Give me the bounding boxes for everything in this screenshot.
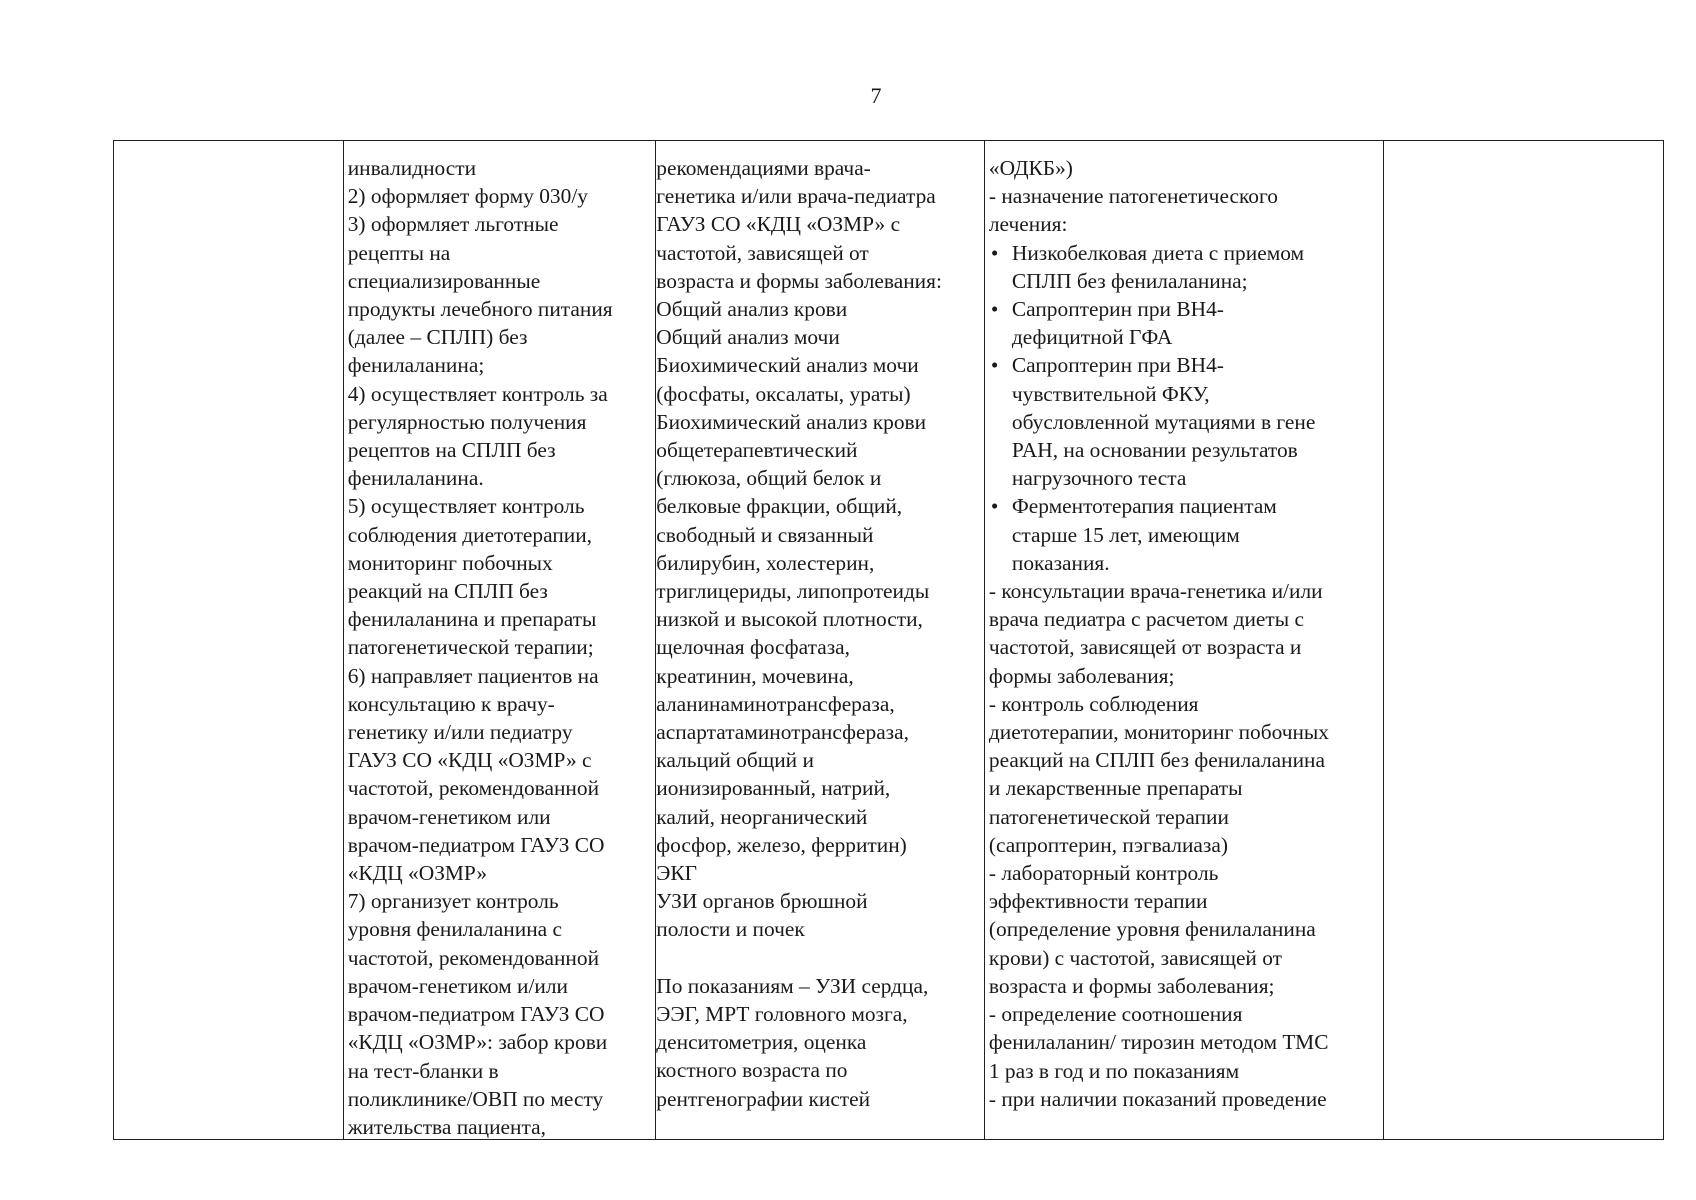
text-line: низкой и высокой плотности, [656,607,923,632]
text-line: и лекарственные препараты [988,776,1243,801]
text-line: частотой, рекомендованной [347,945,600,970]
text-line: возраста и формы заболевания; [988,973,1275,998]
text-line: врачом-педиатром ГАУЗ СО [347,1002,605,1027]
text-line: Низкобелковая диета с приемом [1011,240,1305,265]
text-line: Общий анализ мочи [656,325,840,350]
text-line: рекомендациями врача- [656,156,871,180]
text-line: частотой, зависящей от возраста и [988,635,1302,660]
text-line: белковые фракции, общий, [656,494,903,519]
text-line: частотой, рекомендованной [347,776,600,801]
text-line: жительства пациента, [347,1114,546,1139]
text-line: Биохимический анализ крови [656,409,927,434]
text-line: врача педиатра с расчетом диеты с [988,607,1304,632]
text-line: (далее – СПЛП) без [347,325,528,350]
bullet-icon: • [990,240,999,265]
text-line: - определение соотношения [988,1002,1243,1027]
text-line: «КДЦ «ОЗМР»: забор крови [347,1030,608,1055]
table-cell-col5 [1384,141,1663,1139]
bullet-list-item [989,492,1381,577]
text-line: врачом-генетиком или [347,804,551,829]
content-table [113,140,1664,1140]
text-line: частотой, зависящей от [656,240,869,265]
table-cell-col3 [656,141,985,1139]
text-line: уровня фенилаланина с [347,917,562,942]
text-line: Сапроптерин при ВН4- [1011,297,1224,322]
text-line: генетику и/или педиатру [347,720,573,745]
text-line: PAH, на основании результатов [1011,438,1298,463]
text-line: аспартатаминотрансфераза, [656,720,909,745]
text-line: щелочная фосфатаза, [656,635,851,660]
text-line: консультацию к врачу- [347,691,555,716]
text-line: Общий анализ крови [656,297,848,322]
text-line: реакций на СПЛП без [347,579,548,604]
bullet-list-item [989,351,1381,492]
bullet-list-item [989,239,1381,295]
text-line: реакций на СПЛП без фенилаланина [988,748,1325,773]
text-line: денситометрия, оценка [656,1030,867,1055]
text-line: фосфор, железо, ферритин) [656,832,907,857]
text-line: 1 раз в год и по показаниям [988,1058,1240,1083]
text-line: Биохимический анализ мочи [656,353,919,378]
text-line: дефицитной ГФА [1011,325,1173,350]
text-line: СПЛП без фенилаланина; [1011,268,1248,293]
table-cell-col2 [344,141,657,1139]
text-line: аланинаминотрансфераза, [656,691,895,716]
text-line: 4) осуществляет контроль за [347,381,608,406]
text-line: чувствительной ФКУ, [1011,381,1210,406]
text-line: фенилаланина. [347,466,484,491]
text-line: рецепты на [347,240,451,265]
text-line: «ОДКБ») [988,156,1073,180]
text-line: формы заболевания; [988,663,1175,688]
text-line: патогенетической терапии [988,804,1229,829]
text-line: 6) направляет пациентов на [347,663,599,688]
text-line: ионизированный, натрий, [656,776,891,801]
text-line: билирубин, холестерин, [656,550,875,575]
text-line: на тест-бланки в [347,1058,499,1083]
text-line: - консультации врача-генетика и/или [988,579,1323,604]
text-line: полости и почек [656,917,805,942]
text-line: крови) с частотой, зависящей от [988,945,1282,970]
text-line: поликлинике/ОВП по месту [347,1086,604,1111]
text-line: врачом-генетиком и/или [347,973,569,998]
text-line: рентгенографии кистей [656,1086,871,1111]
text-line: костного возраста по [656,1058,848,1083]
table-cell-col1 [114,141,344,1139]
text-line: ГАУЗ СО «КДЦ «ОЗМР» с [347,748,592,773]
text-line: лечения: [988,212,1068,237]
bullet-list-item [989,295,1381,351]
text-line: УЗИ органов брюшной [656,889,868,914]
text-line: ЭКГ [656,861,698,886]
text-line: инвалидности [347,156,477,180]
bullet-icon: • [990,353,999,378]
text-line: - лабораторный контроль [988,861,1219,886]
text-line: - назначение патогенетического [988,184,1278,209]
text-line: креатинин, мочевина, [656,663,854,688]
text-line: кальций общий и [656,748,814,773]
text-line: продукты лечебного питания [347,297,613,322]
text-line: патогенетической терапии; [347,635,594,660]
text-line: соблюдения диетотерапии, [347,522,593,547]
text-line: эффективности терапии [988,889,1208,914]
text-line: специализированные [347,268,541,293]
text-line: ГАУЗ СО «КДЦ «ОЗМР» с [656,212,901,237]
text-line: (фосфаты, оксалаты, ураты) [656,381,911,406]
text-line: Сапроптерин при ВН4- [1011,353,1224,378]
text-line: калий, неорганический [656,804,868,829]
text-line: фенилаланина; [347,353,485,378]
text-line [656,944,982,972]
text-line: генетика и/или врача-педиатра [656,184,936,209]
text-line: (сапроптерин, пэгвалиаза) [988,832,1228,857]
text-line: фенилаланин/ тирозин методом ТМС [988,1030,1329,1055]
text-line: нагрузочного теста [1011,466,1187,491]
text-line: 7) организует контроль [347,889,559,914]
text-line: (определение уровня фенилаланина [988,917,1316,942]
text-line: показания. [1011,550,1110,575]
bullet-icon: • [990,297,999,322]
bullet-icon: • [990,494,999,519]
text-line: триглицериды, липопротеиды [656,579,930,604]
text-line: «КДЦ «ОЗМР» [347,861,488,886]
text-line: фенилаланина и препараты [347,607,597,632]
text-line: 2) оформляет форму 030/у [347,184,588,209]
text-line: регулярностью получения [347,409,587,434]
text-line: обусловленной мутациями в гене [1011,409,1316,434]
text-line: врачом-педиатром ГАУЗ СО [347,832,605,857]
text-line: рецептов на СПЛП без [347,438,556,463]
text-line: По показаниям – УЗИ сердца, [656,973,929,998]
text-line: - при наличии показаний проведение [988,1086,1327,1111]
text-line: 3) оформляет льготные [347,212,559,237]
text-line: - контроль соблюдения [988,691,1199,716]
table-cell-col4 [985,141,1384,1139]
text-line: свободный и связанный [656,522,874,547]
text-line: Ферментотерапия пациентам [1011,494,1277,519]
text-line: ЭЭГ, МРТ головного мозга, [656,1002,908,1027]
text-line: (глюкоза, общий белок и [656,466,882,491]
text-line: старше 15 лет, имеющим [1011,522,1240,547]
page-number: 7 [870,83,882,108]
text-line: общетерапевтический [656,438,858,463]
text-line: мониторинг побочных [347,550,553,575]
text-line: 5) осуществляет контроль [347,494,585,519]
text-line: диетотерапии, мониторинг побочных [988,720,1330,745]
text-line: возраста и формы заболевания: [656,268,942,293]
